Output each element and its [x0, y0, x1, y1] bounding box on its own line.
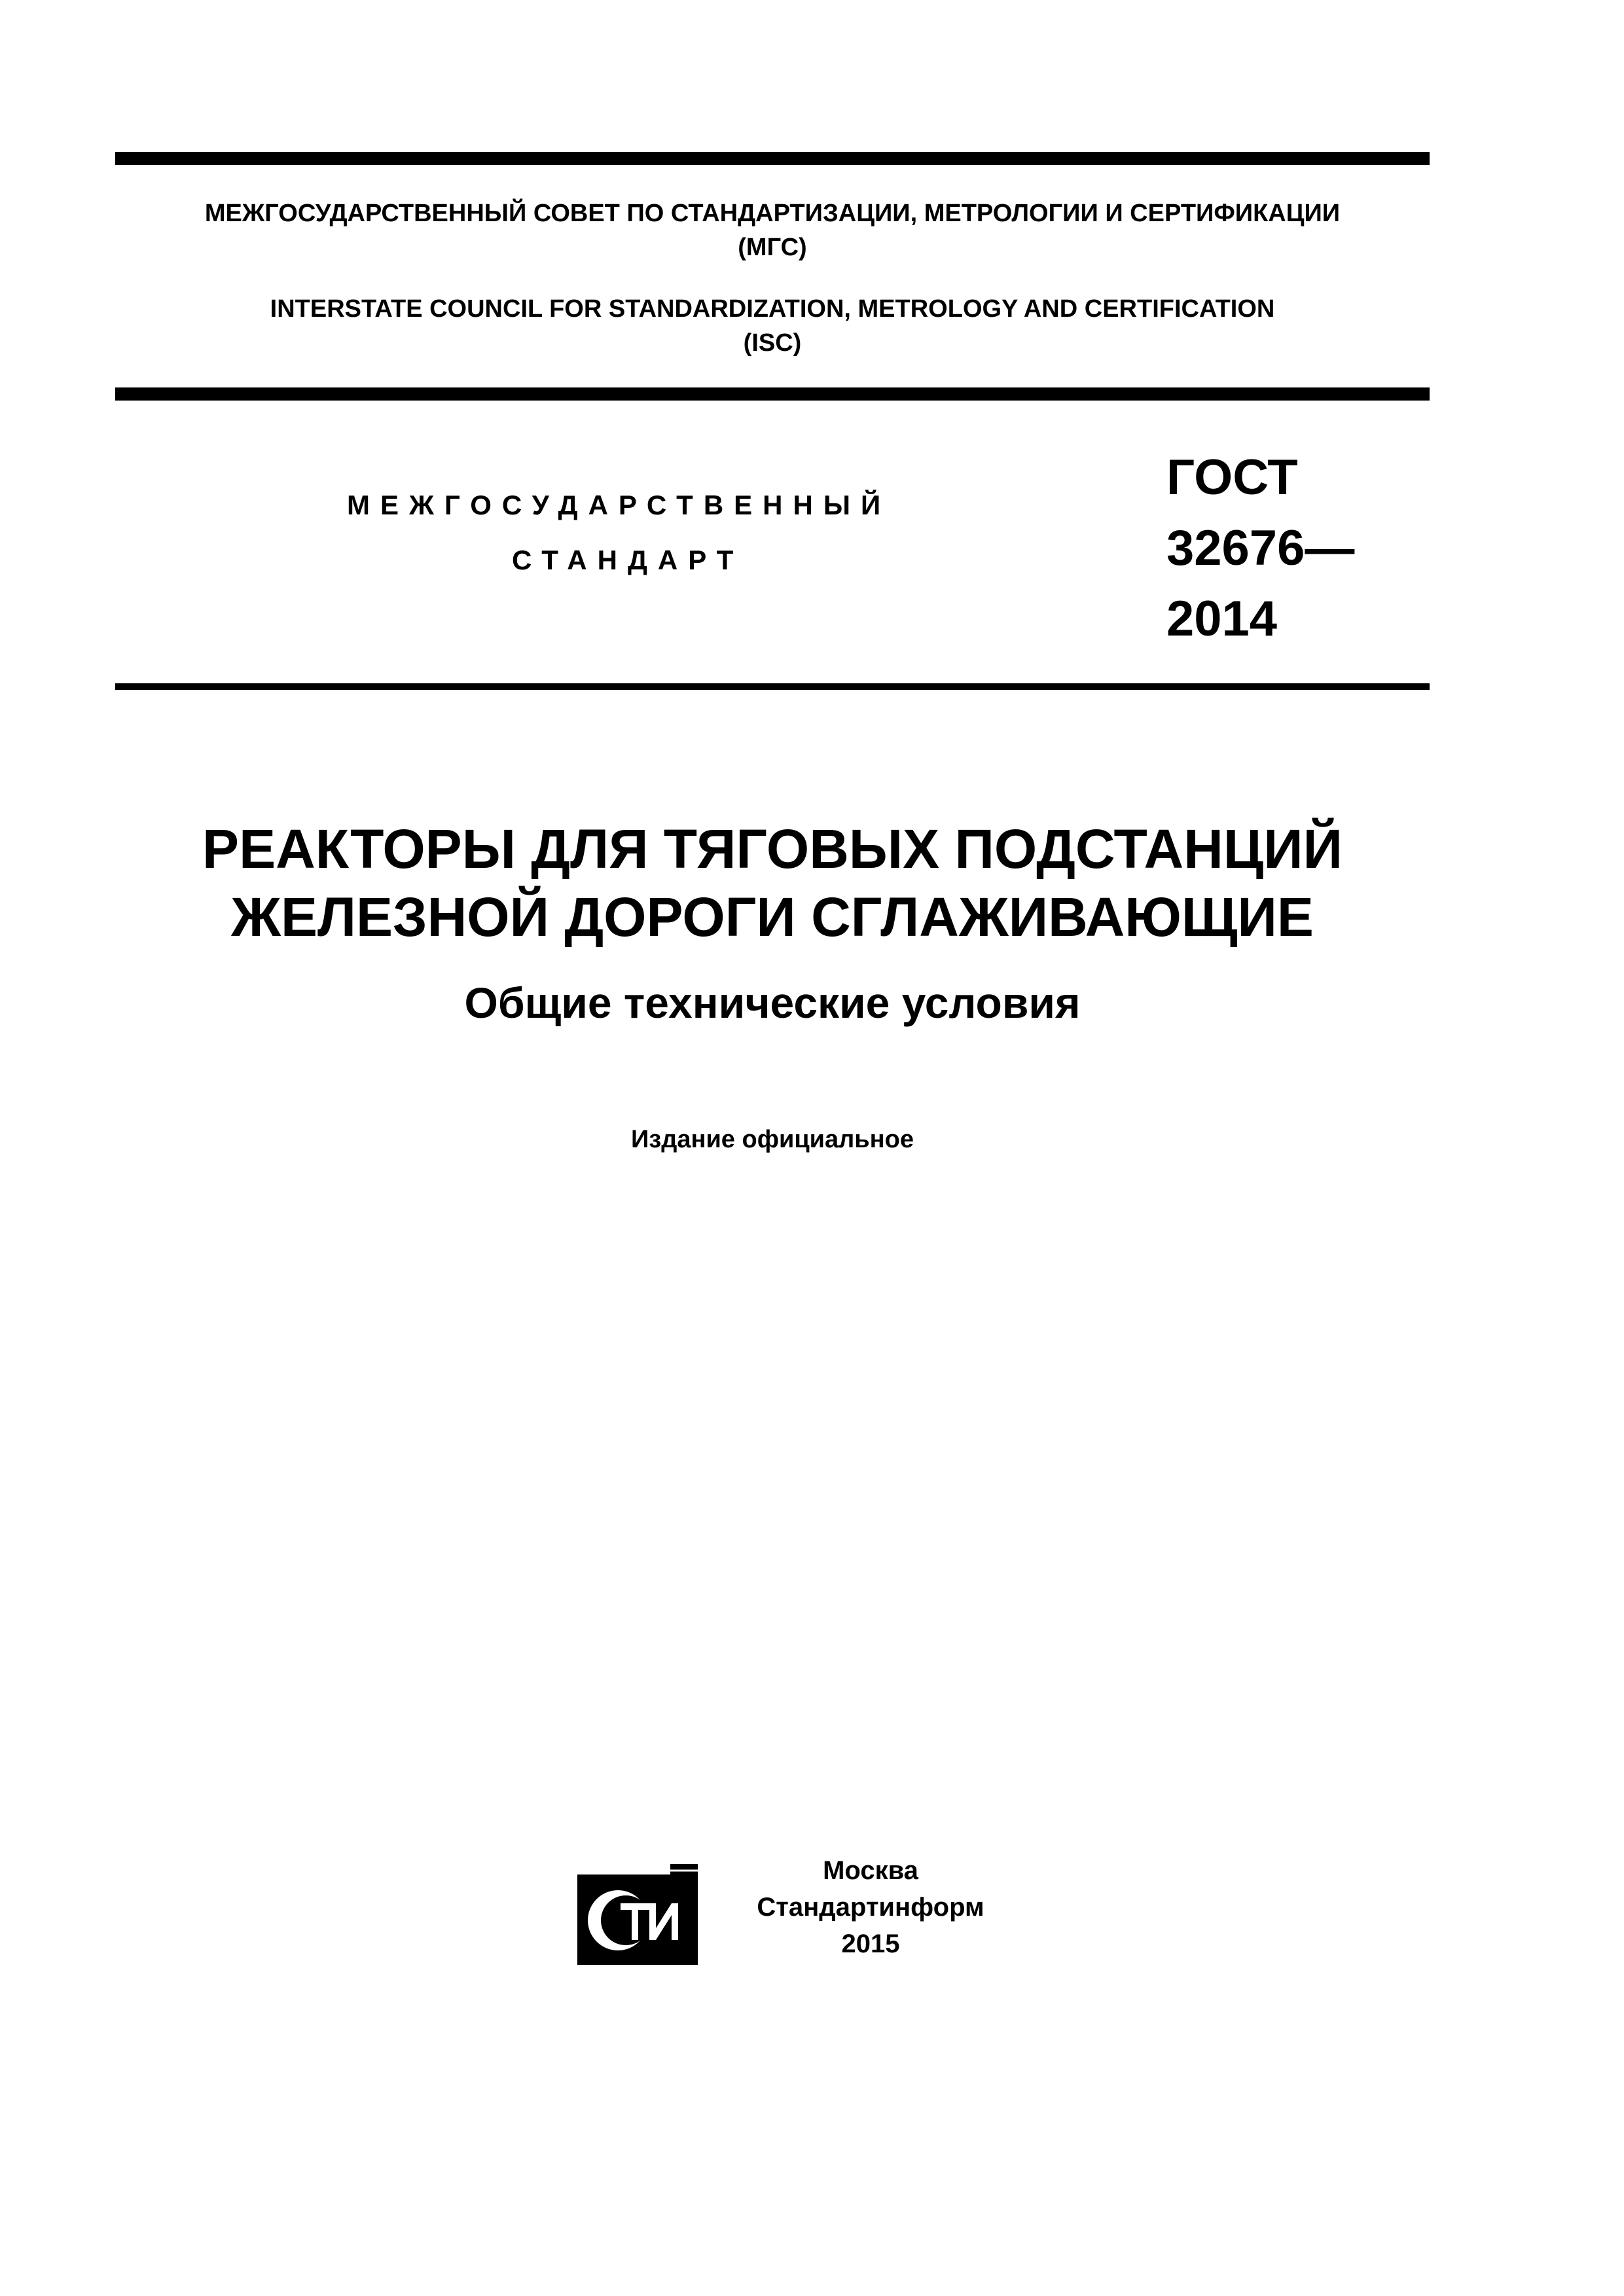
bottom-rule	[115, 683, 1430, 690]
council-abbr-ru: (МГС)	[738, 234, 807, 261]
middle-rule	[115, 387, 1430, 401]
publisher-block	[733, 1852, 1008, 1962]
gost-prefix: ГОСТ	[1166, 450, 1298, 505]
standard-type-line2: СТАНДАРТ	[512, 545, 744, 575]
document-title	[115, 815, 1430, 951]
council-name-en	[115, 292, 1430, 360]
council-name-ru	[115, 196, 1430, 264]
publisher-year: 2015	[841, 1929, 900, 1958]
gost-designation	[1166, 442, 1354, 655]
top-rule	[115, 152, 1430, 165]
publisher-name: Стандартинформ	[757, 1893, 984, 1922]
gost-number: 32676—	[1166, 520, 1355, 576]
publisher-city: Москва	[823, 1856, 918, 1885]
council-name-en-text: INTERSTATE COUNCIL FOR STANDARDIZATION, METROLOGY AND CERTIFICATION	[270, 295, 1275, 323]
edition-note: Издание официальное	[631, 1126, 914, 1153]
document-subtitle: Общие технические условия	[464, 978, 1081, 1027]
gost-year: 2014	[1166, 591, 1278, 647]
standard-type-line1: МЕЖГОСУДАРСТВЕННЫЙ	[347, 490, 892, 520]
document-title-line2: ЖЕЛЕЗНОЙ ДОРОГИ СГЛАЖИВАЮЩИЕ	[231, 886, 1314, 948]
document-title-line1: РЕАКТОРЫ ДЛЯ ТЯГОВЫХ ПОДСТАНЦИЙ	[202, 818, 1343, 880]
council-abbr-en: (ISC)	[743, 329, 802, 357]
standartinform-logo-icon	[572, 1860, 703, 1970]
council-name-ru-text: МЕЖГОСУДАРСТВЕННЫЙ СОВЕТ ПО СТАНДАРТИЗАЦИИ, МЕТРОЛОГИИ И СЕРТИФИКАЦИИ	[204, 200, 1341, 227]
